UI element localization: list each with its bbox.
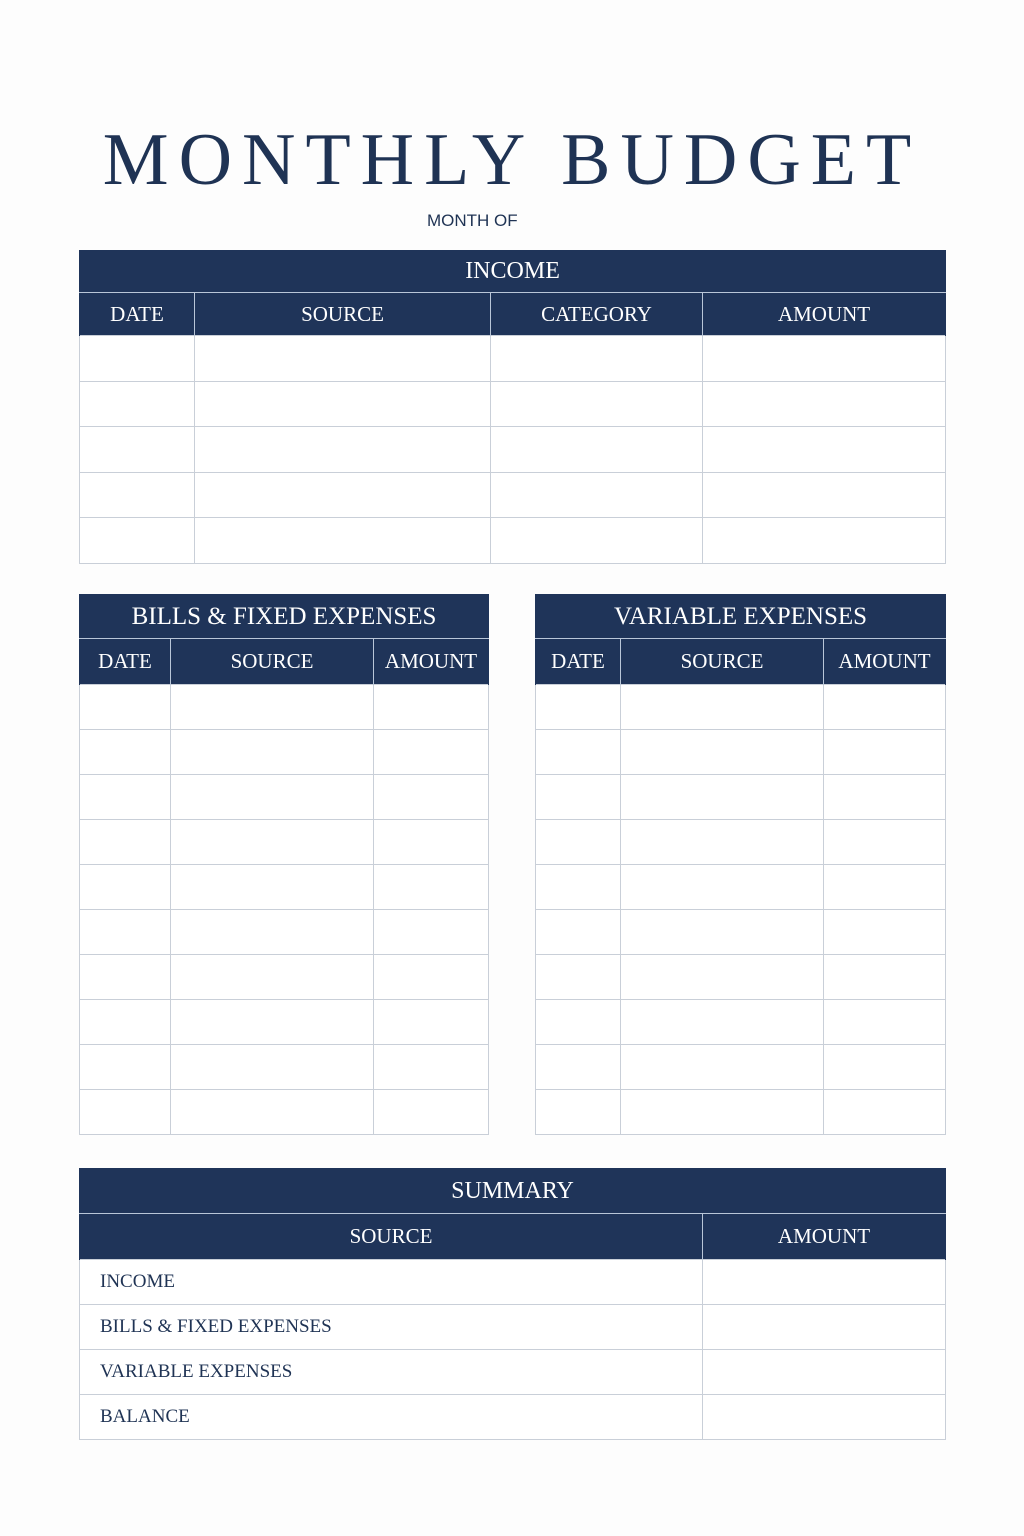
- entry-cell[interactable]: [374, 685, 489, 730]
- page-title: MONTHLY BUDGET: [102, 119, 922, 201]
- summary-row-variable: [80, 1350, 946, 1395]
- summary-row-income: [80, 1260, 946, 1305]
- col-source: SOURCE: [80, 1214, 703, 1260]
- entry-cell[interactable]: [703, 472, 946, 518]
- variable-table: [535, 594, 946, 1135]
- col-source: SOURCE: [171, 639, 374, 685]
- entry-cell[interactable]: [374, 1090, 489, 1135]
- table-row: [536, 1045, 946, 1090]
- entry-cell[interactable]: [80, 685, 171, 730]
- summary-label: VARIABLE EXPENSES: [80, 1350, 703, 1395]
- entry-cell[interactable]: [195, 472, 491, 518]
- entry-cell[interactable]: [80, 518, 195, 564]
- entry-cell[interactable]: [621, 1045, 824, 1090]
- entry-cell[interactable]: [80, 910, 171, 955]
- entry-cell[interactable]: [195, 336, 491, 382]
- entry-cell[interactable]: [621, 730, 824, 775]
- entry-cell[interactable]: [374, 775, 489, 820]
- table-row: [80, 910, 489, 955]
- entry-cell[interactable]: [80, 730, 171, 775]
- entry-cell[interactable]: [80, 1045, 171, 1090]
- entry-cell[interactable]: [824, 865, 946, 910]
- table-row: [80, 336, 946, 382]
- entry-cell[interactable]: [195, 381, 491, 427]
- entry-cell[interactable]: [824, 955, 946, 1000]
- entry-cell[interactable]: [171, 820, 374, 865]
- entry-cell[interactable]: [824, 1000, 946, 1045]
- entry-cell[interactable]: [536, 730, 621, 775]
- entry-cell[interactable]: [703, 336, 946, 382]
- entry-cell[interactable]: [374, 1045, 489, 1090]
- table-row: [536, 865, 946, 910]
- entry-cell[interactable]: [703, 427, 946, 473]
- table-row: [80, 1000, 489, 1045]
- entry-cell[interactable]: [824, 910, 946, 955]
- entry-cell[interactable]: [171, 1090, 374, 1135]
- col-source: SOURCE: [621, 639, 824, 685]
- col-source: SOURCE: [195, 293, 491, 336]
- table-row: [80, 820, 489, 865]
- summary-label: BALANCE: [80, 1395, 703, 1440]
- income-table: [79, 250, 946, 564]
- entry-cell[interactable]: [374, 730, 489, 775]
- entry-cell[interactable]: [703, 381, 946, 427]
- col-category: CATEGORY: [491, 293, 703, 336]
- entry-cell[interactable]: [374, 1000, 489, 1045]
- entry-cell[interactable]: [824, 1090, 946, 1135]
- col-amount: AMOUNT: [703, 293, 946, 336]
- entry-cell[interactable]: [195, 427, 491, 473]
- table-row: [536, 1090, 946, 1135]
- entry-cell[interactable]: [80, 865, 171, 910]
- entry-cell[interactable]: [171, 1000, 374, 1045]
- entry-cell[interactable]: [491, 381, 703, 427]
- entry-cell[interactable]: [171, 865, 374, 910]
- income-title: INCOME: [80, 251, 946, 293]
- table-row: [80, 472, 946, 518]
- col-date: DATE: [80, 293, 195, 336]
- entry-cell[interactable]: [491, 518, 703, 564]
- entry-cell[interactable]: [80, 775, 171, 820]
- entry-cell[interactable]: [536, 865, 621, 910]
- entry-cell[interactable]: [536, 1000, 621, 1045]
- entry-cell[interactable]: [491, 427, 703, 473]
- entry-cell[interactable]: [536, 775, 621, 820]
- entry-cell[interactable]: [621, 775, 824, 820]
- table-row: [80, 685, 489, 730]
- entry-cell[interactable]: [80, 336, 195, 382]
- summary-amount-cell[interactable]: [703, 1395, 946, 1440]
- entry-cell[interactable]: [824, 730, 946, 775]
- table-row: [80, 381, 946, 427]
- table-row: [536, 955, 946, 1000]
- entry-cell[interactable]: [824, 775, 946, 820]
- variable-title: VARIABLE EXPENSES: [536, 595, 946, 639]
- table-row: [536, 730, 946, 775]
- entry-cell[interactable]: [80, 955, 171, 1000]
- table-row: [80, 865, 489, 910]
- col-date: DATE: [536, 639, 621, 685]
- summary-amount-cell[interactable]: [703, 1350, 946, 1395]
- entry-cell[interactable]: [195, 518, 491, 564]
- variable-rows: [536, 685, 946, 1135]
- table-row: [80, 518, 946, 564]
- summary-row-bills: [80, 1305, 946, 1350]
- entry-cell[interactable]: [536, 1090, 621, 1135]
- table-row: [536, 910, 946, 955]
- entry-cell[interactable]: [621, 685, 824, 730]
- table-row: [80, 955, 489, 1000]
- table-row: [80, 1045, 489, 1090]
- summary-label: BILLS & FIXED EXPENSES: [80, 1305, 703, 1350]
- entry-cell[interactable]: [171, 775, 374, 820]
- col-date: DATE: [80, 639, 171, 685]
- entry-cell[interactable]: [621, 1090, 824, 1135]
- col-amount: AMOUNT: [824, 639, 946, 685]
- entry-cell[interactable]: [621, 1000, 824, 1045]
- entry-cell[interactable]: [80, 820, 171, 865]
- entry-cell[interactable]: [824, 820, 946, 865]
- summary-table: [79, 1168, 946, 1440]
- summary-amount-cell[interactable]: [703, 1305, 946, 1350]
- entry-cell[interactable]: [536, 685, 621, 730]
- entry-cell[interactable]: [80, 381, 195, 427]
- entry-cell[interactable]: [374, 910, 489, 955]
- summary-title: SUMMARY: [80, 1169, 946, 1214]
- table-row: [80, 427, 946, 473]
- entry-cell[interactable]: [536, 820, 621, 865]
- income-rows: [80, 336, 946, 564]
- col-amount: AMOUNT: [374, 639, 489, 685]
- entry-cell[interactable]: [621, 820, 824, 865]
- entry-cell[interactable]: [536, 1045, 621, 1090]
- entry-cell[interactable]: [374, 865, 489, 910]
- bills-table: [79, 594, 489, 1135]
- entry-cell[interactable]: [374, 955, 489, 1000]
- table-row: [536, 685, 946, 730]
- entry-cell[interactable]: [374, 820, 489, 865]
- summary-label: INCOME: [80, 1260, 703, 1305]
- month-of-label: MONTH OF: [427, 211, 518, 230]
- entry-cell[interactable]: [491, 472, 703, 518]
- entry-cell[interactable]: [824, 685, 946, 730]
- entry-cell[interactable]: [171, 730, 374, 775]
- entry-cell[interactable]: [491, 336, 703, 382]
- table-row: [80, 1090, 489, 1135]
- entry-cell[interactable]: [824, 1045, 946, 1090]
- table-row: [80, 775, 489, 820]
- table-row: [536, 1000, 946, 1045]
- table-row: [536, 820, 946, 865]
- bills-rows: [80, 685, 489, 1135]
- summary-amount-cell[interactable]: [703, 1260, 946, 1305]
- entry-cell[interactable]: [621, 910, 824, 955]
- entry-cell[interactable]: [703, 518, 946, 564]
- entry-cell[interactable]: [80, 472, 195, 518]
- table-row: [80, 730, 489, 775]
- entry-cell[interactable]: [171, 685, 374, 730]
- entry-cell[interactable]: [171, 1045, 374, 1090]
- entry-cell[interactable]: [171, 955, 374, 1000]
- entry-cell[interactable]: [80, 1090, 171, 1135]
- entry-cell[interactable]: [536, 910, 621, 955]
- entry-cell[interactable]: [80, 1000, 171, 1045]
- summary-row-balance: [80, 1395, 946, 1440]
- entry-cell[interactable]: [80, 427, 195, 473]
- entry-cell[interactable]: [171, 910, 374, 955]
- entry-cell[interactable]: [536, 955, 621, 1000]
- entry-cell[interactable]: [621, 865, 824, 910]
- entry-cell[interactable]: [621, 955, 824, 1000]
- bills-title: BILLS & FIXED EXPENSES: [80, 595, 489, 639]
- table-row: [536, 775, 946, 820]
- col-amount: AMOUNT: [703, 1214, 946, 1260]
